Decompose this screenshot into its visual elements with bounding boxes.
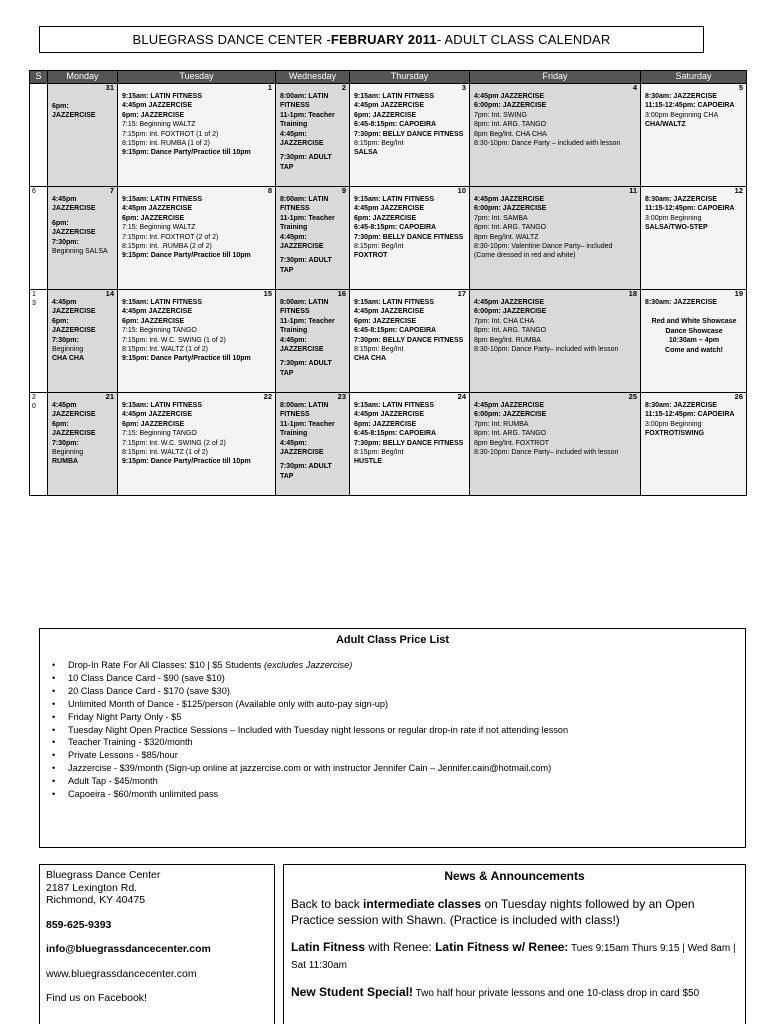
class-entry: JAZZERCISE [52, 327, 96, 335]
day-cell [48, 84, 118, 187]
class-entry: 9:15am: LATIN FITNESS [354, 402, 434, 409]
price-list-box [39, 628, 746, 848]
day-cell [350, 84, 470, 187]
class-entry: 11:15-12:45pm: CAPOEIRA [645, 205, 735, 213]
price-list [52, 659, 745, 801]
class-entry: 11-1pm: Teacher [280, 111, 335, 119]
day-cell [350, 187, 470, 290]
day-number: 5 [738, 83, 743, 92]
class-entry: 6:45-8:15pm: CAPOEIRA [354, 327, 437, 335]
class-entry: 8:30-10pm: Valentine Dance Party– included [474, 243, 613, 251]
class-entry: 8pm: Int. ARG. TANGO [474, 121, 547, 129]
class-entry: 11-1pm: Teacher [280, 214, 335, 222]
price-item: • Capoeira - $60/month unlimited pass [52, 788, 745, 801]
day-cell [641, 393, 747, 496]
day-number: 31 [105, 83, 114, 92]
class-entry: FOXTROT [354, 252, 388, 260]
day-number: 8 [267, 186, 272, 195]
day-number: 2 [341, 83, 346, 92]
class-entry: 8:15pm: Beg/Int [354, 346, 404, 354]
class-entry: 6:45-8:15pm: CAPOEIRA [354, 224, 437, 232]
class-entry: Come and watch! [665, 346, 723, 354]
class-entry: 4:45pm [52, 196, 77, 203]
class-entry: 8:00am: LATIN [280, 402, 329, 409]
class-entry: 7pm: Int. SWING [474, 111, 527, 119]
class-entry: Training [280, 224, 308, 232]
class-entry: JAZZERCISE [280, 449, 324, 457]
class-entry: 7pm: Int. SAMBA [474, 214, 528, 222]
class-entry: Dance Showcase [665, 327, 723, 335]
class-entry: Beginning [52, 449, 84, 457]
class-entry: 9:15am: LATIN FITNESS [122, 402, 202, 409]
day-number: 9 [341, 186, 346, 195]
news-item-latin-fitness: Latin Fitness with Renee: Latin Fitness w/ Renee: Tues 9:15am Thurs 9:15 | Wed 8am | Sat 11:30am [291, 940, 736, 971]
class-entry: JAZZERCISE [280, 243, 324, 251]
price-item: • Adult Tap - $45/month [52, 775, 745, 788]
sunday-cell: 1 3 [30, 290, 48, 393]
day-cell [641, 290, 747, 393]
class-entry: 8:00am: LATIN [280, 299, 329, 306]
day-number: 7 [109, 186, 114, 195]
day-cell [118, 84, 276, 187]
class-entry: 4:45pm [52, 402, 77, 409]
day-cell [48, 290, 118, 393]
class-entry: JAZZERCISE [52, 411, 96, 419]
class-entry: 4:45pm JAZZERCISE [354, 308, 425, 316]
class-entry: 6pm: JAZZERCISE [122, 317, 185, 325]
day-cell [641, 84, 747, 187]
calendar-header-row [30, 71, 747, 84]
class-entry: 6:00pm: JAZZERCISE [474, 102, 547, 110]
sunday-cell [30, 84, 48, 187]
class-entry: CHA/WALTZ [645, 121, 686, 129]
price-item: • Tuesday Night Open Practice Sessions – Included with Tuesday night lessons or regular drop-in rate if not attending lesson [52, 724, 745, 737]
price-item: • 10 Class Dance Card - $90 (save $10) [52, 672, 745, 685]
class-entry: 9:15am: LATIN FITNESS [122, 299, 202, 306]
class-entry: 6pm: [52, 420, 69, 428]
class-entry: RUMBA [52, 458, 79, 466]
class-entry: TAP [280, 472, 294, 480]
class-entry: 8:15pm: Int. .RUMBA (2 of 2) [122, 243, 212, 251]
phone-number: 859-625-9393 [46, 918, 112, 931]
day-number: 1 [267, 83, 272, 92]
class-entry: 6pm: JAZZERCISE [354, 111, 417, 119]
class-entry: 6:45-8:15pm: CAPOEIRA [354, 121, 437, 129]
day-header: Tuesday [118, 71, 276, 84]
email-link[interactable]: info@bluegrassdancecenter.com [46, 943, 211, 955]
class-entry: JAZZERCISE [280, 346, 324, 354]
studio-name: Bluegrass Dance Center [46, 869, 161, 881]
class-entry: 7:30pm: BELLY DANCE FITNESS [354, 233, 464, 241]
class-entry: 3:00pm Beginning [645, 214, 702, 222]
day-cell [470, 84, 641, 187]
class-entry: 8:15pm: Beg/Int [354, 243, 404, 251]
facebook-link[interactable]: Find us on Facebook! [46, 992, 147, 1004]
class-entry: 6pm: JAZZERCISE [122, 111, 185, 119]
class-entry: 9:15am: LATIN FITNESS [354, 299, 434, 306]
class-entry: 6:45-8:15pm: CAPOEIRA [354, 430, 437, 438]
class-entry: 9:15pm: Dance Party/Practice till 10pm [122, 252, 251, 260]
class-entry: 7:15: Beginning TANGO [122, 430, 197, 438]
class-entry: 4:45pm JAZZERCISE [122, 308, 193, 316]
day-number: 16 [337, 289, 346, 298]
day-cell [470, 393, 641, 496]
day-cell [276, 84, 350, 187]
class-entry: 11:15-12:45pm: CAPOEIRA [645, 102, 735, 110]
class-entry: JAZZERCISE [280, 140, 324, 148]
day-cell [118, 393, 276, 496]
day-header: Friday [470, 71, 641, 84]
day-number: 25 [628, 392, 637, 401]
day-number: 14 [105, 289, 114, 298]
class-entry: TAP [280, 266, 294, 274]
day-number: 19 [734, 289, 743, 298]
class-entry: 3:00pm Beginning CHA [645, 111, 719, 119]
calendar-week-row [30, 187, 747, 290]
class-entry: FOXTROT/SWING [645, 430, 705, 438]
class-entry: 7:15: Beginning TANGO [122, 327, 197, 335]
class-entry: Training [280, 121, 308, 129]
class-entry: 9:15am: LATIN FITNESS [122, 196, 202, 203]
day-cell [48, 393, 118, 496]
price-item: • 20 Class Dance Card - $170 (save $30) [52, 685, 745, 698]
class-entry: Red and White Showcase [651, 318, 737, 326]
class-entry: 6pm: JAZZERCISE [354, 420, 417, 428]
class-entry: JAZZERCISE [52, 205, 96, 213]
day-number: 4 [632, 83, 637, 92]
title-suffix: - ADULT CLASS CALENDAR [436, 32, 611, 47]
day-number: 26 [734, 392, 743, 401]
class-entry: FITNESS [280, 102, 310, 110]
class-entry: 8pm: Int. ARG. TANGO [474, 327, 547, 335]
calendar-week-row [30, 290, 747, 393]
class-entry: 4:45pm JAZZERCISE [122, 411, 193, 419]
class-entry: 6pm: JAZZERCISE [122, 420, 185, 428]
class-entry: 10:30am – 4pm [668, 337, 720, 345]
class-entry: (Come dressed in red and white) [474, 252, 576, 260]
day-number: 18 [628, 289, 637, 298]
class-entry: 4:45pm: [280, 233, 307, 241]
price-list-title: Adult Class Price List [335, 634, 450, 646]
class-entry: 9:15am: LATIN FITNESS [122, 93, 202, 100]
class-entry: 7:30pm: BELLY DANCE FITNESS [354, 130, 464, 138]
day-header: Saturday [641, 71, 747, 84]
class-entry: 8pm Beg/Int. RUMBA [474, 336, 541, 344]
class-entry: 4:45pm JAZZERCISE [474, 299, 545, 306]
class-entry: 7:30pm: ADULT [280, 360, 332, 368]
class-entry: 7:15: Beginning WALTZ [122, 121, 196, 129]
day-cell [118, 290, 276, 393]
class-entry: 7:15pm: Int. FOXTROT (2 of 2) [122, 233, 219, 241]
class-entry: HUSTLE [354, 458, 382, 466]
class-entry: 7:30pm: [52, 439, 79, 447]
class-entry: 6pm: JAZZERCISE [354, 317, 417, 325]
class-entry: FITNESS [280, 308, 310, 316]
class-entry: CHA CHA [354, 355, 387, 363]
class-entry: 11-1pm: Teacher [280, 317, 335, 325]
day-cell [276, 290, 350, 393]
sunday-cell: 6 [30, 187, 48, 290]
class-entry: 9:15pm: Dance Party/Practice till 10pm [122, 149, 251, 157]
calendar-week-row [30, 84, 747, 187]
class-entry: 8:15pm: Beg/Int [354, 449, 404, 457]
class-entry: 7:30pm: BELLY DANCE FITNESS [354, 336, 464, 344]
class-entry: 7:30pm: ADULT [280, 463, 332, 471]
class-entry: 8pm Beg/Int. FOXTROT [474, 439, 550, 447]
class-entry: 4:45pm JAZZERCISE [354, 205, 425, 213]
day-cell [350, 290, 470, 393]
class-entry: TAP [280, 163, 294, 171]
day-number: 11 [629, 186, 637, 195]
class-entry: TAP [280, 369, 294, 377]
day-number: 10 [457, 186, 466, 195]
class-entry: JAZZERCISE [52, 430, 96, 438]
class-entry: 7:30pm: [52, 238, 79, 246]
title-prefix: BLUEGRASS DANCE CENTER - [132, 32, 331, 47]
day-number: 12 [734, 186, 743, 195]
class-entry: 8:15pm: Beg/Int [354, 140, 404, 148]
class-entry: 4:45pm JAZZERCISE [354, 102, 425, 110]
class-entry: 7pm: Int. RUMBA [474, 420, 529, 428]
class-entry: Beginning [52, 346, 84, 354]
news-item-intermediate: Back to back intermediate classes on Tuesday nights followed by an Open Practice session with Shawn. (Practice is included with class!) [291, 897, 695, 927]
sunday-cell: 2 0 [30, 393, 48, 496]
class-entry: 7:15pm: Int. FOXTROT (1 of 2) [122, 130, 219, 138]
contact-box [39, 864, 275, 1024]
class-entry: 8:15pm: Int. RUMBA (1 of 2) [122, 140, 210, 148]
day-number: 15 [263, 289, 272, 298]
price-item: • Teacher Training - $320/month [52, 736, 745, 749]
day-header: Monday [48, 71, 118, 84]
class-entry: JAZZERCISE [52, 229, 96, 237]
news-title: News & Announcements [444, 869, 585, 883]
class-entry: 6pm: [52, 103, 69, 110]
class-entry: SALSA/TWO-STEP [645, 224, 708, 232]
class-entry: FITNESS [280, 411, 310, 419]
class-entry: 7:30pm: [52, 336, 79, 344]
news-box [283, 864, 746, 1024]
class-entry: 6:00pm: JAZZERCISE [474, 411, 547, 419]
class-entry: JAZZERCISE [52, 112, 96, 120]
class-entry: 4:45pm JAZZERCISE [122, 205, 193, 213]
day-number: 24 [457, 392, 466, 401]
class-entry: 8pm Beg/Int. CHA CHA [474, 130, 547, 138]
day-cell [48, 187, 118, 290]
class-entry: 9:15am: LATIN FITNESS [354, 93, 434, 100]
class-entry: 9:15am: LATIN FITNESS [354, 196, 434, 203]
class-entry: 8:30-10pm: Dance Party – included with lesson [474, 140, 621, 148]
day-number: 3 [461, 83, 466, 92]
price-item: • Friday Night Party Only - $5 [52, 711, 745, 724]
class-entry: 9:15pm: Dance Party/Practice till 10pm [122, 458, 251, 466]
class-entry: 4:45pm: [280, 439, 307, 447]
class-entry: 7:15pm: Int. W.C. SWING (2 of 2) [122, 439, 226, 447]
class-entry: 4:45pm JAZZERCISE [122, 102, 193, 110]
class-entry: 3:00pm Beginning [645, 420, 702, 428]
class-entry: CHA CHA [52, 355, 85, 363]
class-entry: 4:45pm JAZZERCISE [474, 402, 545, 409]
title-month: FEBRUARY 2011 [330, 32, 437, 47]
day-cell [350, 393, 470, 496]
class-entry: SALSA [354, 149, 378, 157]
class-entry: 8:15pm: Int. WALTZ (1 of 2) [122, 346, 208, 354]
price-item: • Jazzercise - $39/month (Sign-up online at jazzercise.com or with instructor Jennifer Cain – Jennifer.cain@hotmail.com) [52, 762, 745, 775]
day-number: 23 [337, 392, 346, 401]
price-item: • Private Lessons - $85/hour [52, 749, 745, 762]
class-entry: 4:45pm JAZZERCISE [354, 411, 425, 419]
class-entry: 6pm: JAZZERCISE [354, 214, 417, 222]
day-cell [470, 187, 641, 290]
day-cell [470, 290, 641, 393]
class-calendar [29, 70, 747, 496]
class-entry: 8pm: Int. ARG. TANGO [474, 224, 547, 232]
day-header: Thursday [350, 71, 470, 84]
class-entry: 4:45pm: [280, 336, 307, 344]
class-entry: JAZZERCISE [52, 308, 96, 316]
day-cell [276, 187, 350, 290]
website-link[interactable]: www.bluegrassdancecenter.com [46, 967, 197, 980]
class-entry: 6pm: JAZZERCISE [122, 214, 185, 222]
city-address: Richmond, KY 40475 [46, 894, 146, 906]
class-entry: 11-1pm: Teacher [280, 420, 335, 428]
class-entry: 6pm: [52, 219, 69, 227]
class-entry: 8:00am: LATIN [280, 196, 329, 203]
day-number: 22 [263, 392, 272, 401]
news-item-new-student: New Student Special! Two half hour private lessons and one 10-class drop in card $50 [291, 985, 700, 999]
class-entry: 8pm: Int. ARG. TANGO [474, 430, 547, 438]
class-entry: 8:30-10pm: Dance Party– included with lesson [474, 346, 619, 354]
class-entry: 7:30pm: ADULT [280, 257, 332, 265]
price-item: • Unlimited Month of Dance - $125/person (Available only with auto-pay sign-up) [52, 698, 745, 711]
class-entry: 7:15: Beginning WALTZ [122, 224, 196, 232]
day-header: S [30, 71, 48, 84]
class-entry: 8:30am: JAZZERCISE [645, 196, 717, 203]
class-entry: 11:15-12:45pm: CAPOEIRA [645, 411, 735, 419]
price-item: • Drop-In Rate For All Classes: $10 | $5 Students (excludes Jazzercise) [52, 659, 745, 672]
day-cell [118, 187, 276, 290]
class-entry: 4:45pm: [280, 130, 307, 138]
class-entry: Beginning SALSA [52, 248, 108, 256]
page-title [39, 26, 704, 53]
class-entry: 4:45pm JAZZERCISE [474, 93, 545, 100]
class-entry: Training [280, 327, 308, 335]
class-entry: 8:00am: LATIN [280, 93, 329, 100]
day-cell [276, 393, 350, 496]
class-entry: 7:30pm: ADULT [280, 154, 332, 162]
class-entry: 6:00pm: JAZZERCISE [474, 308, 547, 316]
day-number: 17 [457, 289, 466, 298]
class-entry: 8:30am: JAZZERCISE [645, 299, 717, 306]
day-cell [641, 187, 747, 290]
class-entry: 8:30-10pm: Dance Party– included with lesson [474, 449, 619, 457]
calendar-week-row [30, 393, 747, 496]
class-entry: Training [280, 430, 308, 438]
class-entry: 4:45pm [52, 299, 77, 306]
day-header: Wednesday [276, 71, 350, 84]
class-entry: 8pm Beg/Int. WALTZ [474, 233, 539, 241]
day-number: 21 [105, 392, 114, 401]
class-entry: 7pm: Int. CHA CHA [474, 317, 535, 325]
class-entry: 8:15pm: Int. WALTZ (1 of 2) [122, 449, 208, 457]
class-entry: 6:00pm: JAZZERCISE [474, 205, 547, 213]
class-entry: 8:30am: JAZZERCISE [645, 93, 717, 100]
class-entry: FITNESS [280, 205, 310, 213]
class-entry: 7:30pm: BELLY DANCE FITNESS [354, 439, 464, 447]
class-entry: 8:30am: JAZZERCISE [645, 402, 717, 409]
class-entry: 9:15pm: Dance Party/Practice till 10pm [122, 355, 251, 363]
class-entry: 7:15pm: Int. W.C. SWING (1 of 2) [122, 336, 226, 344]
class-entry: 4:45pm JAZZERCISE [474, 196, 545, 203]
street-address: 2187 Lexington Rd. [46, 881, 138, 894]
class-entry: 6pm: [52, 317, 69, 325]
